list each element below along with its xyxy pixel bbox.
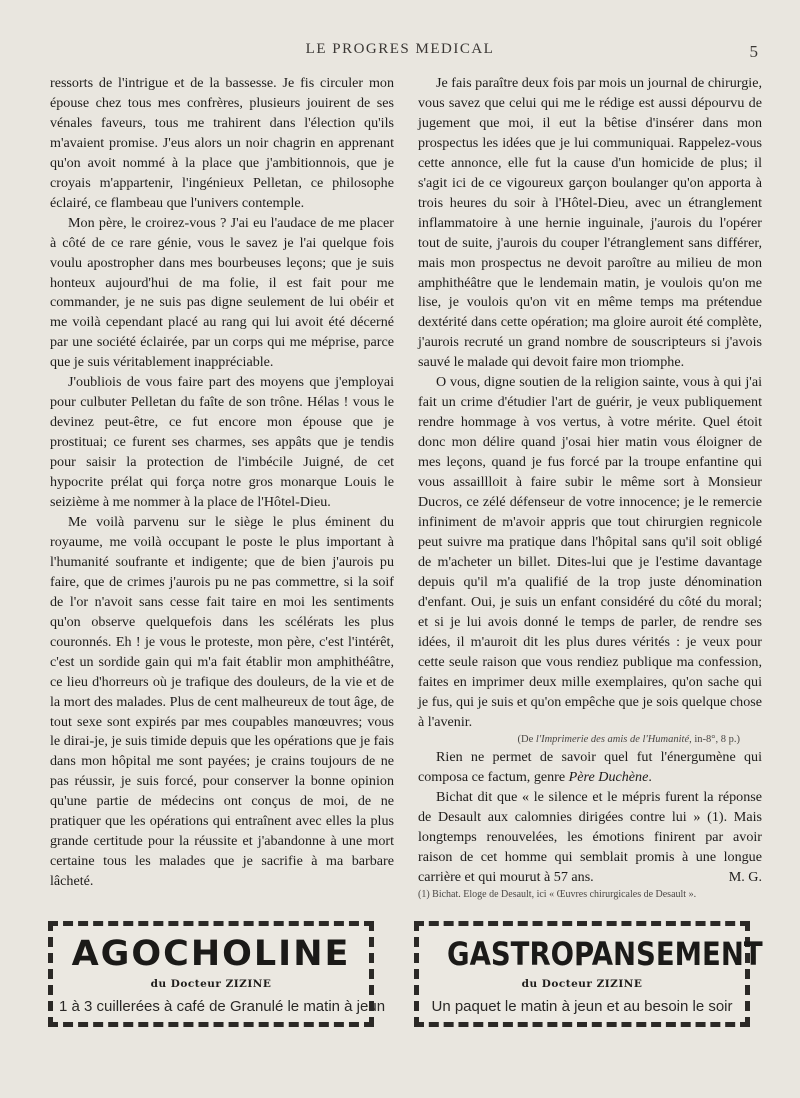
ad-dosage: 1 à 3 cuillerées à café de Granulé le matin à jeun	[59, 998, 386, 1015]
ad-subtitle: du Docteur ZIZINE	[150, 978, 272, 990]
paragraph-emphasis: Père Duchène	[568, 769, 649, 786]
body-paragraph: O vous, digne soutien de la religion sainte, vous à qui j'ai fait un crime d'étudier l'art de guérir, je veux publiquement rendre hommage à vos vertus, à votre mérite. Quel étoit donc mon délire quand j'osai hier matin vous éloigner de mes leçons, quand je fus forcé par la troupe enfantine qui vous assaillloit à faire subir le même sort à Monsieur Ducros, ce zélé défenseur de votre innocence; je le remercie infiniment de m'avoir appris que tout chirurgien regnicole peut suivre ma pratique dans l'hôpital sans qu'il soit obligé de m'acheter un billet. Dites-lui que je l'estime davantage depuis qu'il m'a qualifié de la trop juste dénomination d'enfant. Oui, je suis un enfant considéré du côté du moral; et si je lui avois donné le temps de parler, de rendre ses idées, il m'auroit dit les plus dures vérités : je veux pour cette seule raison que vous rendiez publique ma confession, faites en imprimer deux mille exemplaires, qu'on sache qui je fus, qui je suis et qu'on empêche que je sois quelque chose à l'avenir.	[418, 374, 762, 730]
body-paragraph: Me voilà parvenu sur le siège le plus éminent du royaume, me voilà occupant le poste le plus important à l'humanité soufrante et indigente; que de bien j'aurois pu faire, que de crimes j'aurois pu ne pas commettre, si la soif de l'or n'avoit sans cesse fait taire en moi les sentiments qu'on observe quelquefois dans les scélérats les plus couronnés. Eh ! je vous le proteste, mon père, c'est l'intérêt, c'est un sordide gain qui m'a fait établir mon amphithéâtre, ce lieu d'horreurs où je trafique des douleurs, de la vie et de la mort des malades. Plus de cent malheureux de tout âge, de tout sexe sont expirés par mes coupables manœuvres; vous le dirai-je, je suis timide depuis que les opérations que je fais dans mon hôpital me sont payées; je crains toujours de ne pas réussir, je suis forcé, pour conserver la bonne opinion qu'une partie de médecins ont conçus de moi, de ne pratiquer que les opérations qui entraînent avec elles la plus grande certitude pour la réussite et j'abandonne à une mort certaine tous les malades que je sacrifie à ma barbare lâcheté.	[50, 513, 394, 890]
body-paragraph: Je fais paraître deux fois par mois un journal de chirurgie, vous savez que celui qui me le rédige est aussi dépourvu de jugement que moi, il eut la bêtise d'insérer dans mon prospectus les idées que je lui communiquai. Rappelez-vous cette annonce, elle fut la cause d'un homicide de plus; il s'agit ici de ce vigoureux garçon boulanger qu'on apporta à trois heures du soir à l'Hôtel-Dieu, avec un étranglement inflammatoire à une hernie inguinale, j'aurois du l'opérer tout de suite, j'aurois du couper l'étranglement sans différer, mais mon prospectus ne devoit paroître au milieu de mon amphithéâtre que le lendemain matin, je voulois qu'on me lise, je voulois qu'on vit en même temps ma prétendue dextérité dans cette opération; ma gloire auroit été complète, j'aurois recruté un grand nombre de souscripteurs si j'avois sauvé le malade qui devoit faire mon triomphe.	[418, 75, 762, 371]
ad-dosage: Un paquet le matin à jeun et au besoin le soir	[431, 998, 733, 1015]
source-title: l'Imprimerie des amis de l'Humanité	[535, 734, 690, 746]
body-paragraph: J'oubliois de vous faire part des moyens que j'employai pour culbuter Pelletan du faîte de son trône. Hélas ! vous le devinez peut-être, ce fut encore mon épouse que je prostituai; ce furent ses charmes, ses appâts que je tendis pour saisir la protection de l'imbécile Juigné, de cet hypocrite prélat qui força notre gros monarque Louis le seizième à me nommer à la place de l'Hôtel-Dieu.	[50, 374, 394, 511]
paragraph-text: .	[648, 769, 652, 786]
body-paragraph: Mon père, le croirez-vous ? J'ai eu l'audace de me placer à côté de ce rare génie, vous le savez je l'ai quelque fois voulu apostropher dans mes bourbeuses leçons; que je suis honteux aujourd'hui de ma folie, il est fait pour me commander, je ne suis pas digne seulement de lui obéir et me voilà cependant placé au rang qui lui avoit été décerné par une société éclairée, par un corps qui me méprise, parce que je suis véritablement inappréciable.	[50, 214, 394, 371]
source-suffix: , in-8°, 8 p.)	[689, 734, 740, 746]
right-column	[418, 74, 762, 902]
footnote: (1) Bichat. Eloge de Desault, ici « Œuvres chirurgicales de Desault ».	[418, 889, 697, 901]
advertisement-gastropansement	[414, 921, 763, 1027]
advertisement-agocholine	[48, 921, 386, 1027]
body-paragraph: ressorts de l'intrigue et de la bassesse. Je fis circuler mon épouse chez tous mes confrères, plusieurs jouirent de ses vénales faveurs, tous me trahirent dans l'élection qu'ils m'avaient promise. J'eus alors un noir chagrin en apprenant qu'on avoit nommé à la place que j'ambitionnois, que je croyais m'appartenir, l'ingénieux Pelletan, ce philosophe éclairé, ce flambeau que l'univers contemple.	[50, 75, 394, 211]
ad-title: GASTROPANSEMENT	[446, 935, 763, 973]
running-title: LE PROGRES MEDICAL	[305, 41, 495, 57]
source-citation	[418, 732, 762, 748]
body-paragraph	[418, 788, 762, 888]
body-paragraph	[418, 748, 762, 788]
paragraph-text: Rien ne permet de savoir quel fut l'énergumène qui composa ce factum, genre	[418, 749, 762, 786]
paragraph-text: Bichat dit que « le silence et le mépris furent la réponse de Desault aux calomnies dirigées contre lui » (1). Mais longtemps renouvelées, les émotions finirent par avoir raison de cet homme qui semblait promis à une longue carrière et qui mourut à 57 ans.	[418, 789, 762, 886]
left-column	[50, 74, 394, 892]
page-number: 5	[749, 42, 758, 61]
source-prefix: (De	[517, 734, 536, 746]
author-signature: M. G.	[728, 869, 762, 886]
ad-subtitle: du Docteur ZIZINE	[521, 978, 643, 990]
ad-title: AGOCHOLINE	[71, 934, 351, 974]
